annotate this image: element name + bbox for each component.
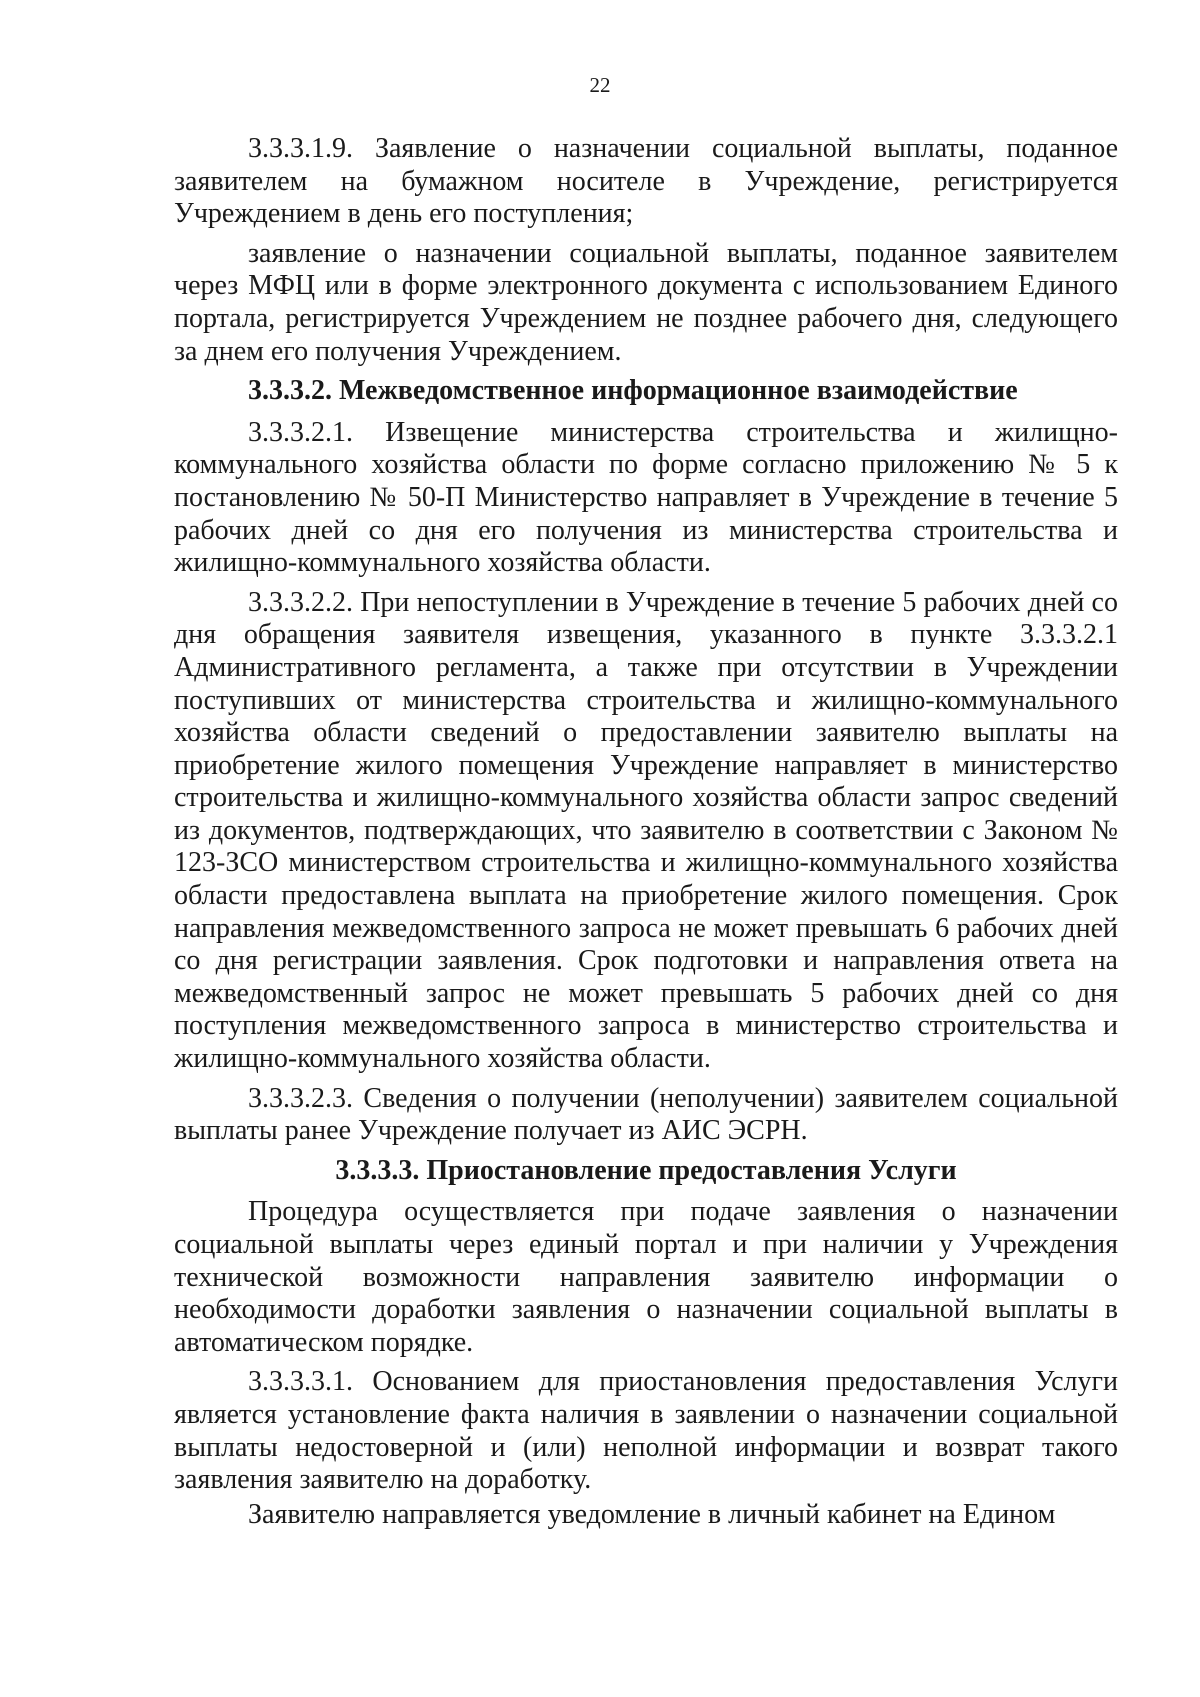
paragraph-registration-mfc: заявление о назначении социальной выплаты, поданное заявителем через МФЦ или в форме электронного документа с использованием Единого портала, регистрируется Учреждением не позднее рабочего дня, следующего за днем его получения Учреждением. [174,237,1118,367]
paragraph-3-3-3-2-1: 3.3.3.2.1. Извещение министерства строительства и жилищно-коммунального хозяйства области по форме согласно приложению № 5 к постановлению № 50-П Министерство направляет в Учреждение в течение 5 рабочих дней со дня его получения из министерства строительства и жилищно-коммунального хозяйства области. [174,416,1118,579]
paragraph-3-3-3-2-2: 3.3.3.2.2. При непоступлении в Учреждение в течение 5 рабочих дней со дня обращения заявителя извещения, указанного в пункте 3.3.3.2.1 Административного регламента, а также при отсутствии в Учреждении поступивших от министерства строительства и жилищно-коммунального хозяйства области сведений о предоставлении заявителю выплаты на приобретение жилого помещения Учреждение направляет в министерство строительства и жилищно-коммунального хозяйства области запрос сведений из документов, подтверждающих, что заявителю в соответствии с Законом № 123-ЗСО министерством строительства и жилищно-коммунального хозяйства области предоставлена выплата на приобретение жилого помещения. Срок направления межведомственного запроса не может превышать 6 рабочих дней со дня регистрации заявления. Срок подготовки и направления ответа на межведомственный запрос не может превышать 5 рабочих дней со дня поступления межведомственного запроса в министерство строительства и жилищно-коммунального хозяйства области. [174,586,1118,1075]
section-heading-3-3-3-2: 3.3.3.2. Межведомственное информационное взаимодействие [248,375,1018,407]
paragraph-procedure: Процедура осуществляется при подаче заявления о назначении социальной выплаты через единый портал и при наличии у Учреждения технической возможности направления заявителю информации о необходимости доработки заявления о назначении социальной выплаты в автоматическом порядке. [174,1196,1118,1358]
section-heading-3-3-3-3: 3.3.3.3. Приостановление предоставления Услуги [335,1154,957,1186]
page-number: 22 [589,73,611,97]
paragraph-3-3-3-2-3: 3.3.3.2.3. Сведения о получении (неполучении) заявителем социальной выплаты ранее Учреждение получает из АИС ЭСРН. [174,1082,1118,1147]
paragraph-notification: Заявителю направляется уведомление в личный кабинет на Едином [248,1498,1056,1530]
paragraph-3-3-3-3-1: 3.3.3.3.1. Основанием для приостановления предоставления Услуги является установление факта наличия в заявлении о назначении социальной выплаты недостоверной и (или) неполной информации и возврат такого заявления заявителю на доработку. [174,1366,1118,1496]
document-body [174,133,1118,1538]
paragraph-3-3-3-1-9: 3.3.3.1.9. Заявление о назначении социальной выплаты, поданное заявителем на бумажном носителе в Учреждение, регистрируется Учреждением в день его поступления; [174,133,1118,230]
